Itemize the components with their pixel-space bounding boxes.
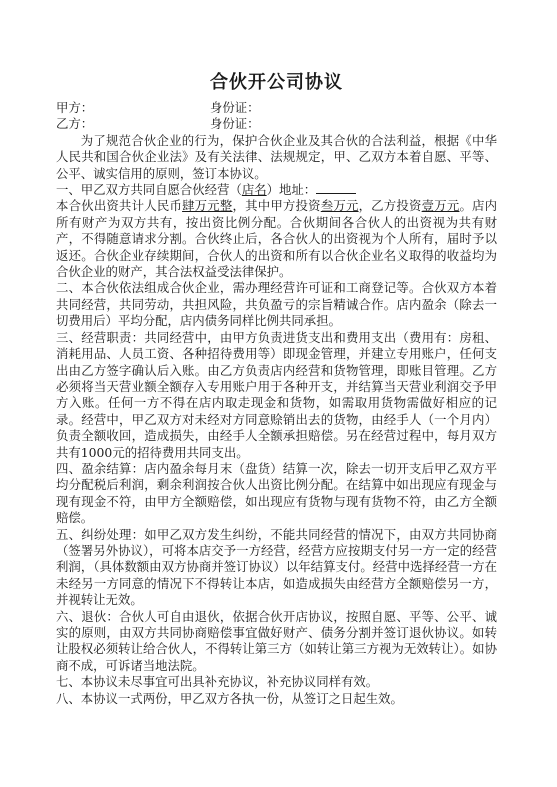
clause-7-paragraph: 七、本协议未尽事宜可出具补充协议，补充协议同样有效。: [56, 674, 379, 690]
party-a-label: 甲方：: [56, 100, 94, 115]
party-b-line: [56, 116, 497, 132]
total-capital: 肆万元整: [182, 198, 233, 214]
clause-1-rest: 。店内所有财产为双方共有，按出资比例分配。合伙期间各合伙人的出资视为共有财产，不得随意请求分割。合伙终止后，各合伙人的出资视为个人所有，届时予以返还。合伙企业存续期间，合伙人的出资和所有以合伙企业名义取得的收益均为合伙企业的财产，其合法权益受法律保护。: [56, 198, 498, 280]
clause-1-paragraph: [56, 182, 497, 280]
shop-name-field: 店名: [241, 182, 267, 198]
preamble-paragraph: 为了规范合伙企业的行为，保护合伙企业及其合伙的合法利益，根据《中华人民共和国合伙企业法》及有关法律、法规规定，甲、乙双方本着自愿、平等、公平、诚实信用的原则，签订本协议。: [56, 132, 497, 181]
clause-1-mid: ）地址：: [266, 182, 317, 198]
party-a-line: [56, 100, 497, 116]
clause-2-paragraph: 二、本合伙依法组成合伙企业，需办理经营许可证和工商登记等。合伙双方本着共同经营，共同劳动，共担风险，共负盈亏的宗旨精诚合作。店内盈余（除去一切费用后）平均分配，店内债务同样比例共同承担。: [56, 280, 497, 329]
party-a-investment: 叁万元: [320, 198, 359, 214]
clause-4-paragraph: 四、盈余结算：店内盈余每月末（盘货）结算一次，除去一切开支后甲乙双方平均分配税后利润，剩余利润按合伙人出资比例分配。在结算中如出现应有现金与现有现金不符，由甲方全额赔偿，如出现应有货物与现有货物不符，由乙方全额赔偿。: [56, 460, 497, 526]
party-b-investment: 壹万元: [421, 198, 460, 214]
clause-1-prefix: 一、甲乙双方共同自愿合伙经营（: [56, 182, 242, 198]
clause-6-paragraph: 六、退伙：合伙人可自由退伙，依据合伙开店协议，按照自愿、平等、公平、诚实的原则，由双方共同协商赔偿事宜做好财产、债务分割并签订退伙协议。如转让股权必须转让给合伙人，不得转让第三方（如转让第三方视为无效转让）。如协商不成，可诉诸当地法院。: [56, 608, 497, 673]
address-blank: [316, 182, 356, 194]
party-b-label: 乙方：: [56, 116, 94, 132]
party-a-id-label: 身份证：: [210, 100, 260, 115]
clause-8-paragraph: 八、本协议一式两份，甲乙双方各执一份，从签订之日起生效。: [56, 690, 403, 706]
party-b-id-label: 身份证：: [210, 116, 260, 132]
clause-1-capital-text-b: ，其中甲方投资: [232, 198, 321, 214]
clause-1-capital-text: 本合伙出资共计人民币: [56, 198, 183, 214]
clause-3-paragraph: 三、经营职责：共同经营中，由甲方负责进货支出和费用支出（费用有：房租、消耗用品、人员工资、各种招待费用等）即现金管理，并建立专用账户，任何支出由乙方签字确认后入账。由乙方负责店内经营和货物管理，即账目管理。乙方必须将当天营业额全额存入专用账户用于各种开支，并结算当天营业利润交予甲方入账。任何一方不得在店内取走现金和货物，如需取用货物需做好相应的记录。经营中，甲乙双方对未经对方同意赊销出去的货物，由经手人（一个月内）负责全额收回，造成损失，由经手人全额承担赔偿。另在经营过程中，每月双方共有1000元的招待费用共同支出。: [56, 329, 497, 460]
clause-1-capital-text-c: ，乙方投资: [358, 198, 422, 214]
agreement-body: [56, 133, 497, 707]
clause-5-paragraph: 五、纠纷处理：如甲乙双方发生纠纷，不能共同经营的情况下，由双方共同协商（签署另外协议），可将本店交予一方经营，经营方应按期支付另一方一定的经营利润，（具体数额由双方协商并签订协议）以年结算支付。经营中选择经营一方在未经另一方同意的情况下不得转让本店，如造成损失由经营方全额赔偿另一方，并视转让无效。: [56, 526, 497, 608]
document-title: 合伙开公司协议: [210, 72, 343, 93]
